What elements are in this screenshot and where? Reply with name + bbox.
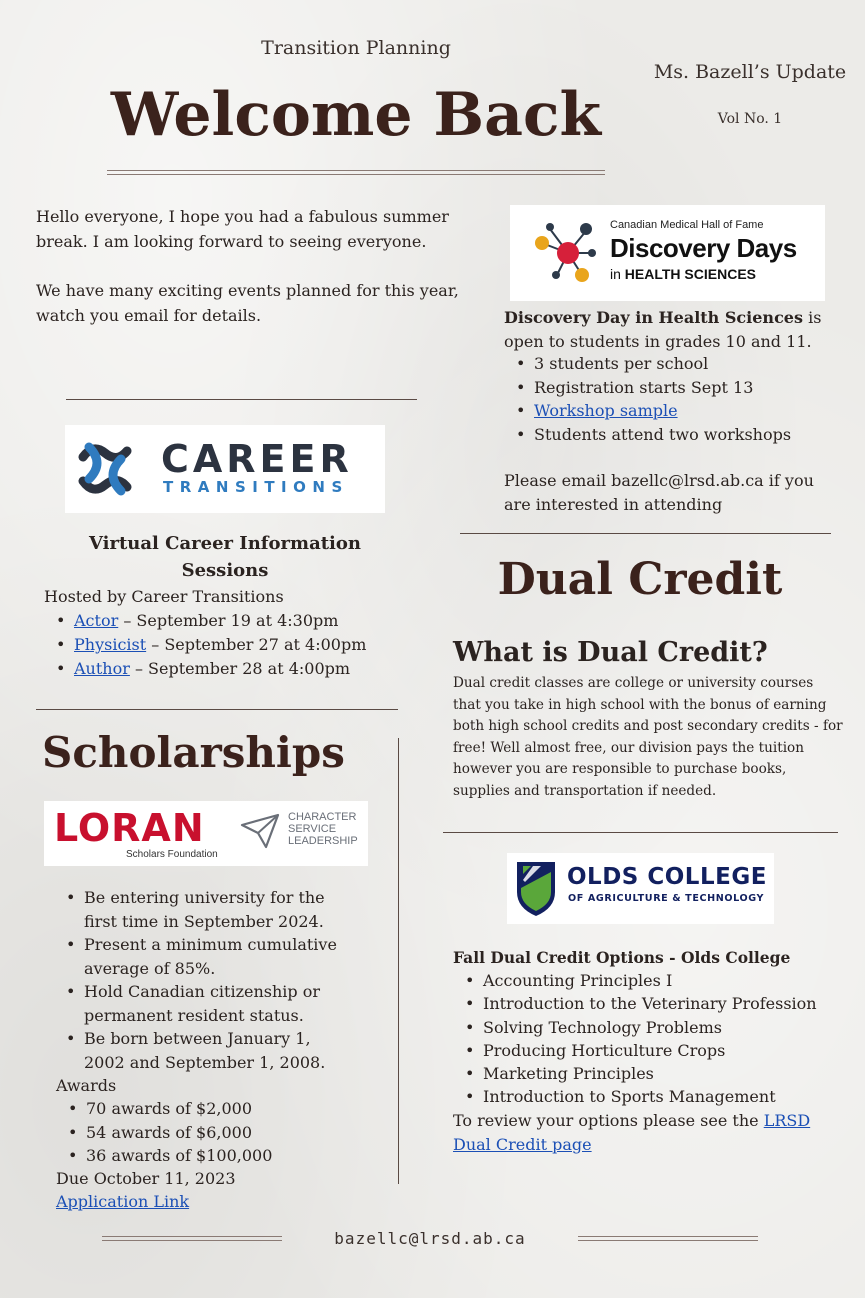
discovery-intro [504,306,829,354]
footer-divider-left-top [102,1236,282,1237]
dual-options-heading: Fall Dual Credit Options - Olds College [453,948,791,967]
career-knot-icon [69,433,141,505]
list-item: • Marketing Principles [453,1062,848,1085]
footer-divider-left-bottom [102,1240,282,1241]
intro-paragraph-2: We have many exciting events planned for this year, watch you email for details. [36,281,459,325]
discovery-logo-line2: Discovery Days [610,233,797,263]
discovery-list [504,352,834,446]
loran-tagline [288,811,358,847]
olds-logo-line1: OLDS COLLEGE [567,864,767,890]
molecule-icon [524,213,604,293]
list-item [44,633,404,657]
paper-plane-icon [240,811,280,851]
discovery-logo-line3 [610,266,756,282]
page-title: Welcome Back [110,80,602,150]
olds-college-logo [507,853,774,924]
loran-tag-character: CHARACTER [288,811,357,823]
loran-logo [44,801,368,866]
dual-credit-divider [443,832,838,833]
dual-credit-question: What is Dual Credit? [453,637,768,668]
header-update: Ms. Bazell’s Update [653,61,847,83]
header-divider-bottom [107,174,605,175]
session-time: – September 28 at 4:00pm [129,659,351,678]
dual-credit-body: Dual credit classes are college or university courses that you take in high school with the bonus of earning both high school credits and post secondary credits - for free! Well almost free, our division pays the tuition however you are responsible to purchase books, supplies and transportation if needed. [453,675,843,799]
awards-label: Awards [56,1076,117,1095]
header-divider-top [107,170,605,171]
loran-tag-leadership: LEADERSHIP [288,835,358,847]
list-item: • 36 awards of $100,000 [56,1144,356,1168]
career-sessions [44,609,404,681]
footer-divider-right-bottom [578,1240,758,1241]
list-item [44,657,404,681]
discovery-intro-rest: is open to students in grades 10 and 11. [504,308,822,351]
physicist-link[interactable]: Physicist [74,635,147,654]
footer-divider-right-top [578,1236,758,1237]
header-volume: Vol No. 1 [717,111,783,127]
list-item: • Introduction to the Veterinary Profession [453,992,848,1015]
column-divider [398,738,399,1184]
lrsd-dual-credit-link[interactable]: LRSD Dual Credit page [453,1111,811,1154]
career-divider [36,709,398,710]
list-item: • Registration starts Sept 13 [504,376,834,400]
loran-logo-word: LORAN [54,806,205,850]
discovery-intro-bold: Discovery Day in Health Sciences [504,308,803,327]
list-item: • Be born between January 1, 2002 and September 1, 2008. [54,1027,354,1074]
header-kicker: Transition Planning [261,37,451,59]
list-item: • Students attend two workshops [504,423,834,447]
loran-logo-sub: Scholars Foundation [126,849,218,860]
dual-review [453,1109,848,1157]
career-hosted: Hosted by Career Transitions [44,587,284,606]
discovery-contact: Please email bazellc@lrsd.ab.ca if you are interested in attending [504,471,814,514]
olds-logo-line2: OF AGRICULTURE & TECHNOLOGY [568,893,765,904]
list-item: • Accounting Principles I [453,969,848,992]
list-item: • Producing Horticulture Crops [453,1039,848,1062]
awards-list [56,1097,356,1168]
actor-link[interactable]: Actor [74,611,119,630]
scholarship-due-date: Due October 11, 2023 [56,1169,236,1188]
discovery-days-logo [510,205,825,301]
scholarships-title: Scholarships [42,728,345,777]
intro-paragraph-1: Hello everyone, I hope you had a fabulous summer break. I am looking forward to seeing everyone. [36,207,449,251]
list-item [44,609,404,633]
career-logo-word2: TRANSITIONS [163,478,349,496]
application-link[interactable]: Application Link [56,1192,190,1211]
scholarship-criteria [54,886,354,1074]
list-item: • 70 awards of $2,000 [56,1097,356,1121]
list-item: • Hold Canadian citizenship or permanent resident status. [54,980,354,1027]
dual-options-list [453,969,848,1109]
footer-email: bazellc@lrsd.ab.ca [334,1229,526,1248]
discovery-divider [460,533,831,534]
list-item: • Present a minimum cumulative average of 85%. [54,933,354,980]
list-item [504,399,834,423]
discovery-logo-line1: Canadian Medical Hall of Fame [610,219,764,231]
loran-tag-service: SERVICE [288,823,337,835]
career-transitions-logo [65,425,385,513]
discovery-logo-bold: HEALTH SCIENCES [624,266,756,282]
list-item: • Introduction to Sports Management [453,1085,848,1108]
list-item: • Be entering university for the first time in September 2024. [54,886,354,933]
list-item: • Solving Technology Problems [453,1016,848,1039]
career-logo-word1: CAREER [161,437,353,481]
olds-shield-icon [513,858,559,918]
dual-review-text: To review your options please see the [453,1111,764,1130]
dual-credit-title: Dual Credit [497,554,783,605]
list-item: • 54 awards of $6,000 [56,1121,356,1145]
discovery-logo-prefix: in [610,266,625,282]
author-link[interactable]: Author [74,659,130,678]
session-time: – September 27 at 4:00pm [146,635,367,654]
workshop-sample-link[interactable]: Workshop sample [534,401,678,420]
career-heading: Virtual Career Information Sessions [89,533,361,581]
list-item: • 3 students per school [504,352,834,376]
intro-divider [66,399,417,400]
session-time: – September 19 at 4:30pm [118,611,339,630]
